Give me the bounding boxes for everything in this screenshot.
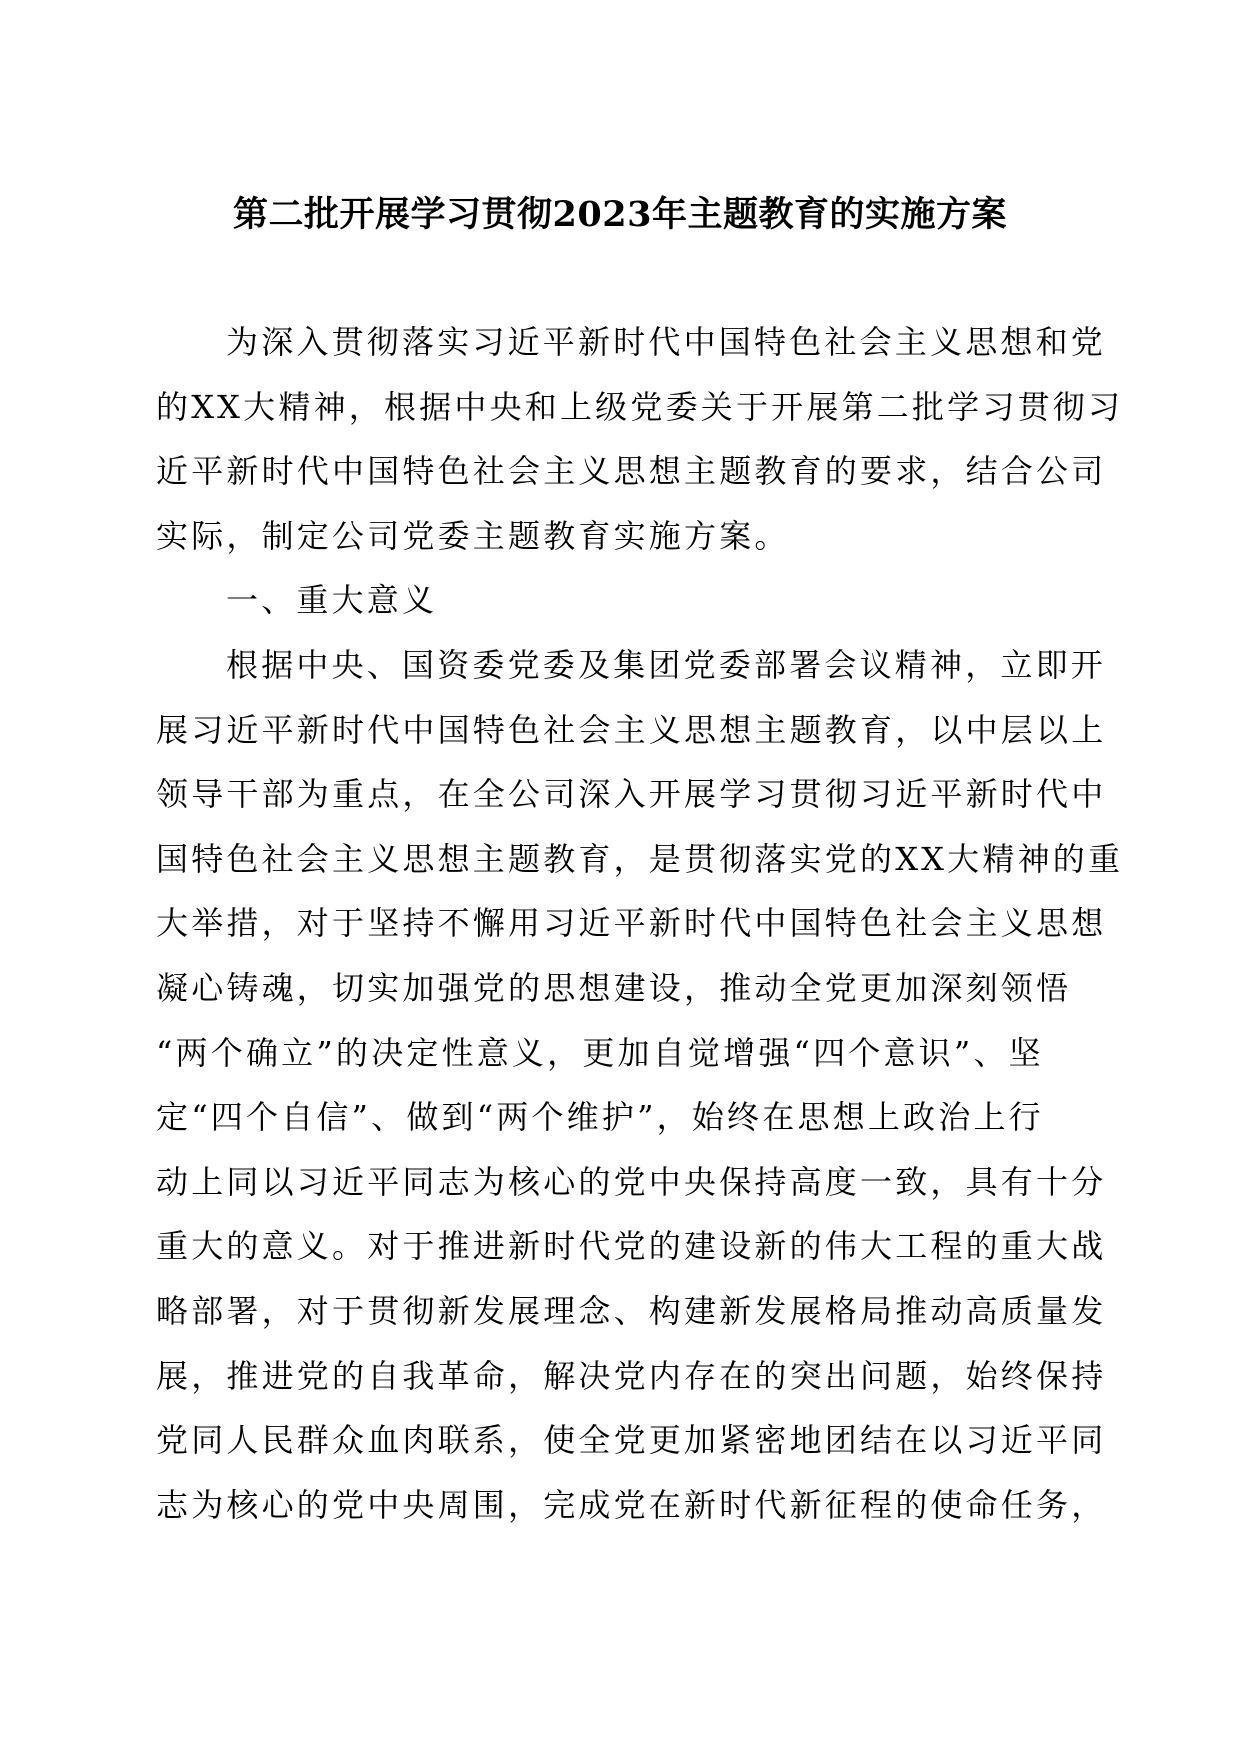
paragraph-line: 党同人民群众血肉联系，使全党更加紧密地团结在以习近平同 bbox=[156, 1421, 1107, 1460]
paragraph-line: “两个确立”的决定性意义，更加自觉增强“四个意识”、坚 bbox=[156, 1033, 1044, 1072]
paragraph-line: 近平新时代中国特色社会主义思想主题教育的要求，结合公司 bbox=[156, 452, 1107, 491]
paragraph-line: 定“四个自信”、做到“两个维护”，始终在思想上政治上行 bbox=[156, 1098, 1044, 1137]
paragraph-line: 的XX大精神，根据中央和上级党委关于开展第二批学习贯彻习 bbox=[156, 387, 1124, 426]
paragraph-line: 大举措，对于坚持不懈用习近平新时代中国特色社会主义思想 bbox=[156, 904, 1107, 943]
paragraph-line: 展，推进党的自我革命，解决党内存在的突出问题，始终保持 bbox=[156, 1356, 1107, 1395]
paragraph-line: 重大的意义。对于推进新时代党的建设新的伟大工程的重大战 bbox=[156, 1227, 1107, 1266]
paragraph-line: 动上同以习近平同志为核心的党中央保持高度一致，具有十分 bbox=[156, 1162, 1107, 1201]
document-title: 第二批开展学习贯彻2023年主题教育的实施方案 bbox=[233, 194, 1007, 235]
paragraph-line: 领导干部为重点，在全公司深入开展学习贯彻习近平新时代中 bbox=[156, 775, 1107, 814]
paragraph-line: 国特色社会主义思想主题教育，是贯彻落实党的XX大精神的重 bbox=[156, 839, 1124, 878]
paragraph-line: 展习近平新时代中国特色社会主义思想主题教育，以中层以上 bbox=[156, 710, 1107, 749]
paragraph-line: 略部署，对于贯彻新发展理念、构建新发展格局推动高质量发 bbox=[156, 1291, 1107, 1330]
paragraph-line: 志为核心的党中央周围，完成党在新时代新征程的使命任务， bbox=[156, 1485, 1107, 1524]
document-body bbox=[156, 322, 1124, 1549]
section-heading: 一、重大意义 bbox=[226, 581, 438, 620]
paragraph-line: 根据中央、国资委党委及集团党委部署会议精神，立即开 bbox=[226, 645, 1107, 684]
paragraph-line: 为深入贯彻落实习近平新时代中国特色社会主义思想和党 bbox=[226, 323, 1107, 361]
paragraph-line: 实际，制定公司党委主题教育实施方案。 bbox=[156, 516, 790, 555]
paragraph-line: 凝心铸魂，切实加强党的思想建设，推动全党更加深刻领悟 bbox=[156, 968, 1072, 1007]
